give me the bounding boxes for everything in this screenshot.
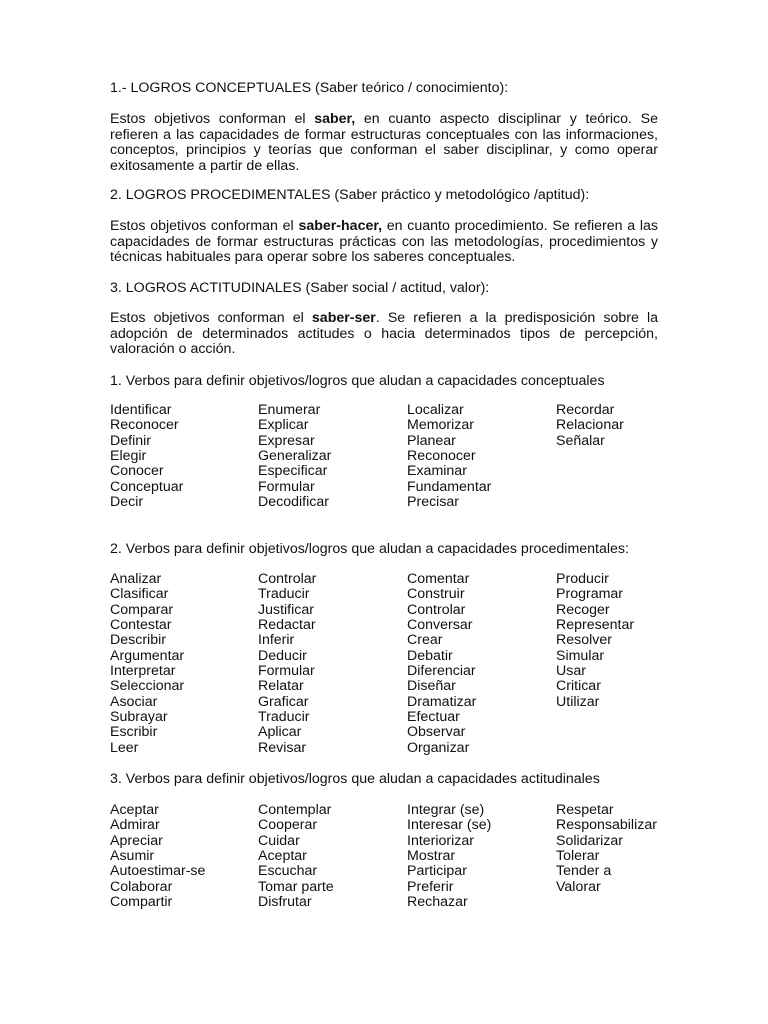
verb-item: Interesar (se) — [407, 817, 492, 834]
heading-logros-conceptuales: 1.- LOGROS CONCEPTUALES (Saber teórico / conocimiento): — [110, 80, 509, 96]
verb-item: Construir — [407, 586, 465, 603]
verb-item: Analizar — [110, 571, 162, 587]
verb-column-3 — [407, 572, 557, 756]
verb-item: Rechazar — [407, 894, 468, 911]
verb-item: Señalar — [556, 432, 605, 449]
paragraph-keyword: saber-hacer, — [298, 218, 383, 234]
verb-item: Contemplar — [258, 802, 332, 818]
verb-item: Subrayar — [110, 709, 168, 726]
verb-item: Recoger — [556, 601, 610, 618]
verb-item: Respetar — [556, 802, 614, 818]
verb-item: Interiorizar — [407, 832, 475, 849]
verb-item: Explicar — [258, 417, 309, 434]
verb-column-1 — [110, 803, 260, 910]
verb-item: Localizar — [407, 402, 464, 418]
verb-item: Admirar — [110, 817, 160, 834]
verb-column-4 — [556, 803, 706, 895]
paragraph-keyword: saber, — [314, 111, 356, 127]
verb-item: Producir — [556, 571, 609, 587]
verb-item: Recordar — [556, 402, 615, 418]
verb-item: Controlar — [407, 601, 466, 618]
verb-item: Decodificar — [258, 494, 329, 511]
verb-item: Preferir — [407, 878, 454, 895]
title-verbos-conceptuales: 1. Verbos para definir objetivos/logros que aludan a capacidades conceptuales — [110, 373, 605, 389]
verb-item: Cooperar — [258, 817, 318, 834]
verb-item: Observar — [407, 724, 466, 741]
verb-item: Memorizar — [407, 417, 475, 434]
verb-item: Justificar — [258, 601, 314, 618]
verb-item: Graficar — [258, 693, 309, 710]
verb-item: Formular — [258, 663, 315, 680]
paragraph-text-end: en cuanto procedimiento. Se refieren a las capacidades de formar estructuras prácticas con las metodologías, procedimientos y técnicas habituales para operar sobre los saberes conceptuales. — [110, 218, 658, 266]
verb-item: Valorar — [556, 878, 601, 895]
verb-item: Responsabilizar — [556, 817, 657, 834]
verb-item: Conocer — [110, 463, 164, 480]
verb-item: Utilizar — [556, 693, 600, 710]
verb-item: Examinar — [407, 463, 467, 480]
verb-item: Reconocer — [407, 448, 476, 465]
verb-item: Criticar — [556, 678, 601, 695]
verb-item: Relatar — [258, 678, 304, 695]
verb-item: Compartir — [110, 894, 173, 911]
verb-item: Simular — [556, 647, 605, 664]
paragraph-text-end: en cuanto aspecto disciplinar y teórico. Se refieren a las capacidades de formar estructuras conceptuales con las informaciones, conceptos, principios y teorías que conforman el saber disciplinar, y como operar exitosamente a partir de ellas. — [110, 111, 658, 174]
verb-item: Conversar — [407, 617, 473, 634]
verb-column-2 — [258, 403, 408, 510]
verb-item: Representar — [556, 617, 635, 634]
verb-item: Inferir — [258, 632, 295, 649]
verb-item: Comparar — [110, 601, 174, 618]
verb-item: Formular — [258, 478, 315, 495]
verb-item: Definir — [110, 432, 151, 449]
verb-item: Interpretar — [110, 663, 176, 680]
verb-item: Apreciar — [110, 832, 163, 849]
verb-item: Decir — [110, 494, 144, 511]
verb-item: Asumir — [110, 848, 155, 865]
paragraph-text-start: Estos objetivos conforman el — [110, 310, 312, 326]
verb-item: Cuidar — [258, 832, 300, 849]
verb-item: Leer — [110, 739, 139, 756]
paragraph-logros-conceptuales — [110, 112, 658, 174]
verb-item: Fundamentar — [407, 478, 492, 495]
paragraph-text-start: Estos objetivos conforman el — [110, 111, 315, 127]
verb-item: Reconocer — [110, 417, 179, 434]
verb-item: Controlar — [258, 571, 317, 587]
verb-column-4 — [556, 572, 706, 710]
verb-column-3 — [407, 803, 557, 910]
verb-item: Crear — [407, 632, 443, 649]
verb-item: Precisar — [407, 494, 460, 511]
verb-column-4 — [556, 403, 706, 449]
verb-item: Aceptar — [110, 802, 159, 818]
verb-column-2 — [258, 572, 408, 756]
verb-item: Solidarizar — [556, 832, 624, 849]
verb-item: Aceptar — [258, 848, 307, 865]
verb-item: Especificar — [258, 463, 328, 480]
verb-item: Describir — [110, 632, 166, 649]
verb-item: Aplicar — [258, 724, 302, 741]
verb-item: Conceptuar — [110, 478, 184, 495]
title-verbos-procedimentales: 2. Verbos para definir objetivos/logros que aludan a capacidades procedimentales: — [110, 541, 629, 557]
paragraph-logros-actitudinales — [110, 311, 658, 358]
verb-item: Escuchar — [258, 863, 318, 880]
verb-item: Organizar — [407, 739, 470, 756]
verb-item: Deducir — [258, 647, 307, 664]
heading-logros-procedimentales: 2. LOGROS PROCEDIMENTALES (Saber práctico y metodológico /aptitud): — [110, 187, 590, 203]
verb-column-1 — [110, 403, 260, 510]
paragraph-text-start: Estos objetivos conforman el — [110, 218, 299, 234]
verb-item: Clasificar — [110, 586, 169, 603]
verb-item: Comentar — [407, 571, 470, 587]
verb-item: Participar — [407, 863, 467, 880]
paragraph-text-end: . Se refieren a la predisposición sobre la adopción de determinados actitudes o hacia determinados tipos de percepción, valoración o acción. — [110, 310, 658, 358]
verb-column-3 — [407, 403, 557, 510]
heading-logros-actitudinales: 3. LOGROS ACTITUDINALES (Saber social / actitud, valor): — [110, 280, 490, 296]
verb-item: Planear — [407, 432, 456, 449]
verb-item: Tender a — [556, 863, 612, 880]
verb-item: Resolver — [556, 632, 612, 649]
verb-item: Integrar (se) — [407, 802, 485, 818]
verb-item: Elegir — [110, 448, 147, 465]
verb-item: Relacionar — [556, 417, 624, 434]
verb-item: Tomar parte — [258, 878, 334, 895]
verb-item: Argumentar — [110, 647, 185, 664]
verb-item: Programar — [556, 586, 624, 603]
paragraph-logros-procedimentales — [110, 219, 658, 266]
verb-item: Expresar — [258, 432, 315, 449]
verb-item: Dramatizar — [407, 693, 477, 710]
verb-item: Revisar — [258, 739, 307, 756]
verb-item: Autoestimar-se — [110, 863, 206, 880]
verb-item: Disfrutar — [258, 894, 312, 911]
verb-item: Traducir — [258, 709, 310, 726]
verb-item: Debatir — [407, 647, 453, 664]
verb-item: Usar — [556, 663, 586, 680]
title-verbos-actitudinales: 3. Verbos para definir objetivos/logros que aludan a capacidades actitudinales — [110, 771, 600, 787]
verb-item: Generalizar — [258, 448, 332, 465]
verb-item: Diferenciar — [407, 663, 476, 680]
verb-item: Efectuar — [407, 709, 460, 726]
verb-item: Redactar — [258, 617, 316, 634]
verb-item: Contestar — [110, 617, 172, 634]
verb-item: Traducir — [258, 586, 310, 603]
verb-item: Asociar — [110, 693, 158, 710]
verb-item: Enumerar — [258, 402, 321, 418]
verb-item: Seleccionar — [110, 678, 185, 695]
verb-item: Identificar — [110, 402, 172, 418]
verb-item: Tolerar — [556, 848, 600, 865]
verb-item: Colaborar — [110, 878, 173, 895]
verb-column-1 — [110, 572, 260, 756]
verb-column-2 — [258, 803, 408, 910]
paragraph-keyword: saber-ser — [311, 310, 376, 326]
verb-item: Diseñar — [407, 678, 456, 695]
verb-item: Escribir — [110, 724, 158, 741]
verb-item: Mostrar — [407, 848, 456, 865]
